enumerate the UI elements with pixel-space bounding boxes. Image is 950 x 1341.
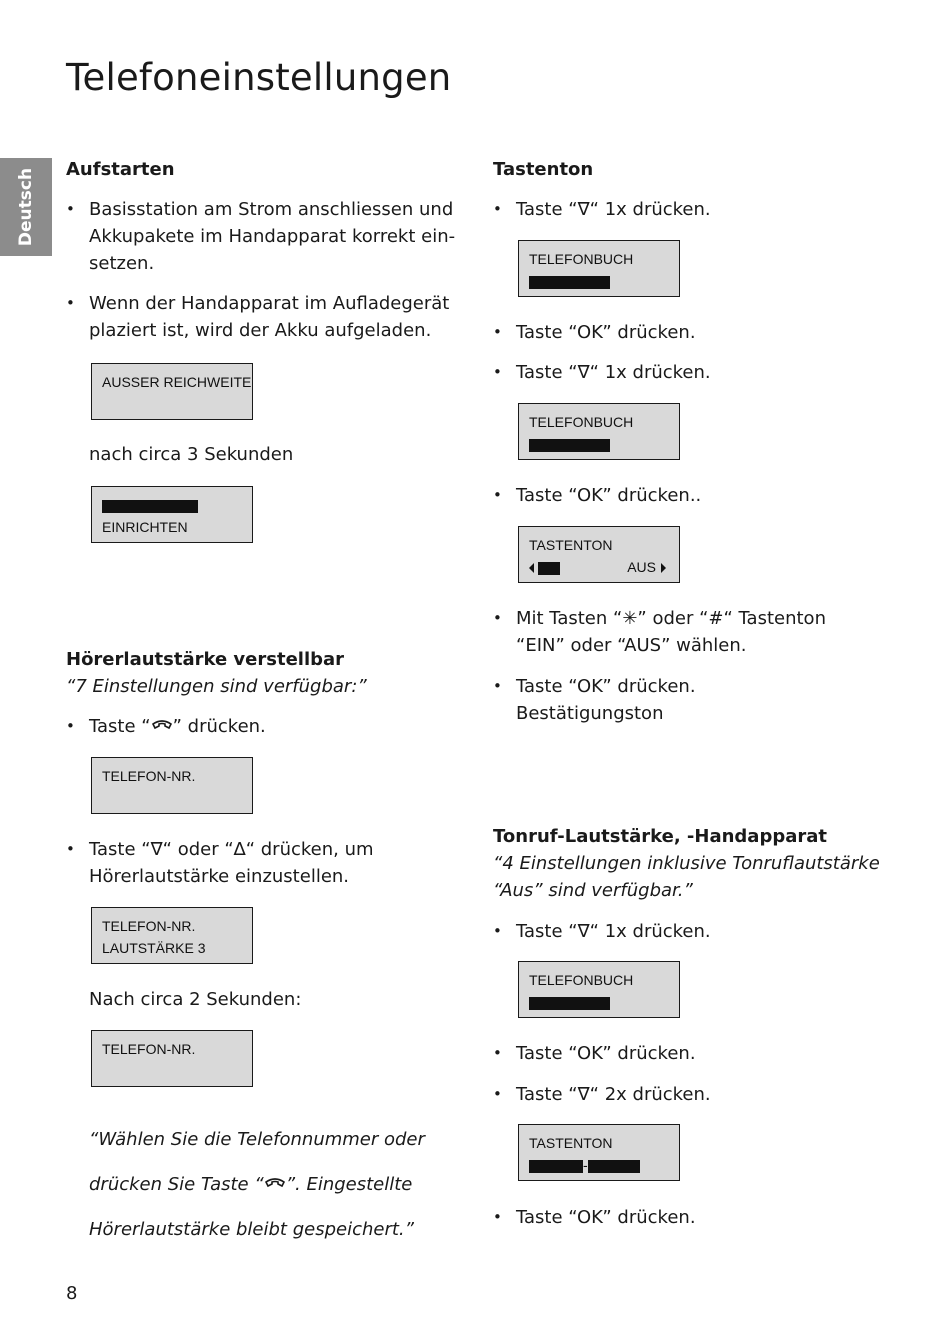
list-item xyxy=(493,673,916,727)
lcd-line: TELEFONBUCH xyxy=(529,414,634,430)
list-item xyxy=(66,836,489,890)
text-fragment: drücken Sie Taste “ xyxy=(89,1174,264,1195)
section-subtitle: “7 Einstellungen sind verfügbar:” xyxy=(66,676,367,697)
list-item: • Taste “∇“ 1x drücken. xyxy=(493,196,916,223)
text-fragment: ” drücken. xyxy=(172,716,266,737)
section-heading-tastenton: Tastenton xyxy=(493,159,594,180)
lcd-line: TASTENTON xyxy=(529,537,613,553)
list-item xyxy=(66,290,466,344)
lcd-display-tastenton xyxy=(518,526,680,583)
language-side-tab xyxy=(0,158,52,256)
arrow-right-icon xyxy=(661,563,666,573)
text-line: • Taste “OK” drücken. xyxy=(516,676,696,697)
redacted-block xyxy=(588,1160,640,1173)
list-item: • Taste “∇“ 1x drücken. xyxy=(493,918,916,945)
lcd-line xyxy=(529,556,670,578)
list-item: • Taste “OK” drücken. xyxy=(493,1204,916,1231)
note-line xyxy=(66,1171,466,1198)
list-item: • Taste “OK” drücken. xyxy=(493,319,916,346)
text-line: • Mit Tasten “✳” oder “#“ Tastenton xyxy=(516,608,826,629)
lcd-separator: - xyxy=(583,1157,588,1173)
lcd-line xyxy=(102,494,243,516)
lcd-display-lautstaerke xyxy=(91,907,253,964)
redacted-block xyxy=(529,997,610,1010)
lcd-line: EINRICHTEN xyxy=(102,519,188,535)
redacted-block xyxy=(102,500,198,513)
section-heading-tonruf: Tonruf-Lautstärke, -Handapparat xyxy=(493,826,827,847)
note-line: Hörerlautstärke bleibt gespeichert.” xyxy=(89,1219,414,1240)
side-tab-label: Deutsch xyxy=(16,167,36,247)
lcd-display-einrichten xyxy=(91,486,253,543)
list-item: • Taste “OK” drücken.. xyxy=(493,482,916,509)
instruction-text: Nach circa 2 Sekunden: xyxy=(89,989,302,1010)
section-subtitle: “Aus” sind verfügbar.” xyxy=(493,880,693,901)
list-item xyxy=(66,713,469,740)
lcd-line: TELEFON-NR. xyxy=(102,918,196,934)
text-line: setzen. xyxy=(89,253,155,274)
lcd-display-ausser-reichweite xyxy=(91,363,253,420)
instruction-text: nach circa 3 Sekunden xyxy=(89,444,294,465)
lcd-line: TELEFON-NR. xyxy=(102,1041,196,1057)
section-subtitle: “4 Einstellungen inklusive Tonruflautstärke xyxy=(493,853,880,874)
italic-note xyxy=(66,1108,466,1261)
text-line: Hörerlautstärke einzustellen. xyxy=(89,866,350,887)
text-line: • Taste “∇“ oder “∆“ drücken, um xyxy=(89,839,374,860)
aufstarten-bullets xyxy=(66,196,466,344)
text-line: • Wenn der Handapparat im Aufladegerät xyxy=(89,293,450,314)
lcd-display-telefon-nr xyxy=(91,757,253,814)
lcd-display-telefon-nr-2 xyxy=(91,1030,253,1087)
redacted-block xyxy=(529,276,610,289)
text-line: plaziert ist, wird der Akku aufgeladen. xyxy=(89,320,432,341)
lcd-line xyxy=(529,433,670,455)
lcd-display-telefonbuch-2 xyxy=(518,403,680,460)
handset-icon xyxy=(151,719,173,733)
lcd-line: TELEFON-NR. xyxy=(102,768,196,784)
list-item xyxy=(493,605,916,659)
lcd-line xyxy=(529,991,670,1013)
text-line: Akkupakete im Handapparat korrekt ein- xyxy=(89,226,456,247)
lcd-display-tastenton-2 xyxy=(518,1124,680,1181)
page-number: 8 xyxy=(66,1283,78,1304)
lcd-option-label: AUS xyxy=(627,559,656,575)
section-heading-aufstarten: Aufstarten xyxy=(66,159,175,180)
redacted-block xyxy=(529,439,610,452)
section-heading-hoererlautstaerke: Hörerlautstärke verstellbar xyxy=(66,649,345,670)
text-fragment: Taste “ xyxy=(89,716,151,737)
lcd-option xyxy=(627,556,666,578)
list-item: • Taste “∇“ 2x drücken. xyxy=(493,1081,916,1108)
lcd-line xyxy=(529,270,670,292)
lcd-line xyxy=(529,1154,670,1176)
page-title: Telefoneinstellungen xyxy=(66,56,452,99)
arrow-left-icon xyxy=(529,563,534,573)
redacted-block xyxy=(529,1160,583,1173)
text-fragment: ”. Eingestellte xyxy=(285,1174,413,1195)
list-item: • Taste “∇“ 1x drücken. xyxy=(493,359,916,386)
redacted-block xyxy=(538,562,560,575)
lcd-display-telefonbuch xyxy=(518,240,680,297)
lcd-line: LAUTSTÄRKE 3 xyxy=(102,940,206,956)
text-line: • Basisstation am Strom anschliessen und xyxy=(89,199,454,220)
lcd-line: TELEFONBUCH xyxy=(529,972,634,988)
list-item xyxy=(66,196,466,277)
list-item: • Taste “OK” drücken. xyxy=(493,1040,916,1067)
text-line: “EIN” oder “AUS” wählen. xyxy=(516,635,747,656)
text-line: Bestätigungston xyxy=(516,703,664,724)
lcd-line: AUSSER REICHWEITE xyxy=(102,374,252,390)
lcd-display-telefonbuch-3 xyxy=(518,961,680,1018)
lcd-line: TASTENTON xyxy=(529,1135,613,1151)
handset-icon xyxy=(264,1177,286,1191)
note-line: “Wählen Sie die Telefonnummer oder xyxy=(89,1129,425,1150)
lcd-line: TELEFONBUCH xyxy=(529,251,634,267)
